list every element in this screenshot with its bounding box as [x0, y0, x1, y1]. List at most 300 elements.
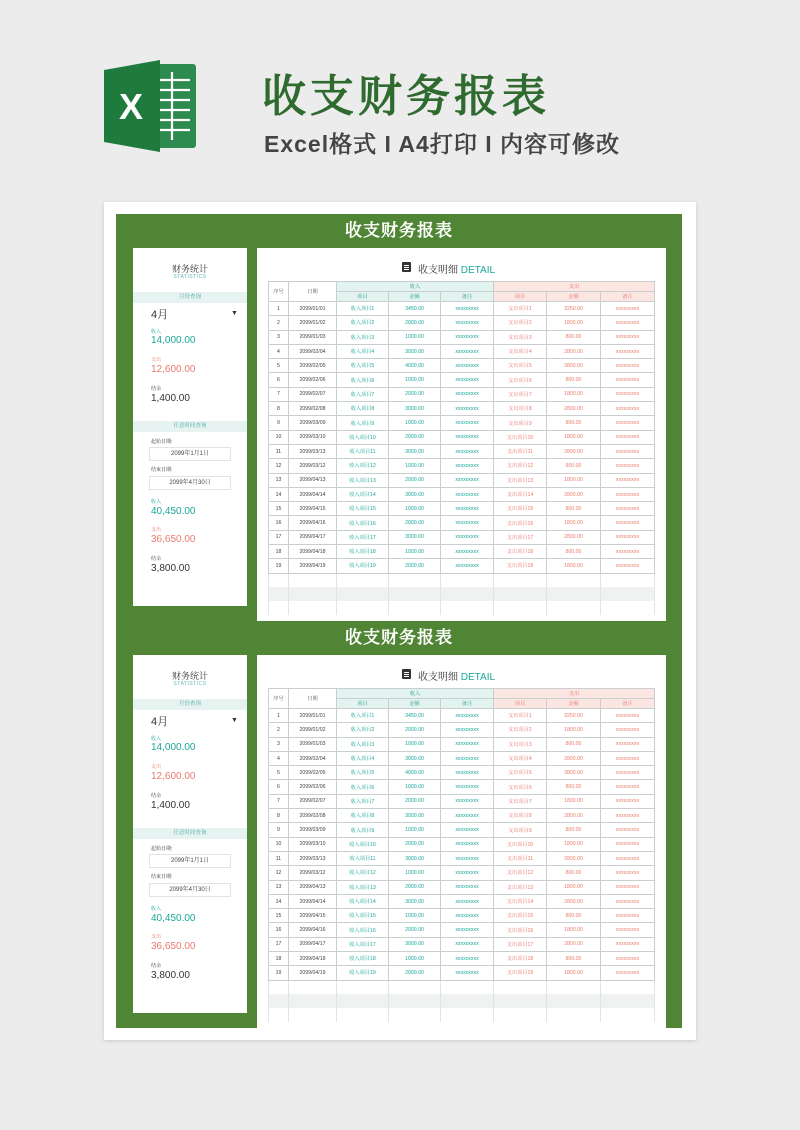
cell-expense-item[interactable]: 支出项目2 [494, 723, 547, 737]
cell-date[interactable]: 2099/04/16 [289, 516, 337, 530]
cell-expense-amount[interactable]: 3250.00 [547, 709, 601, 723]
cell-expense-note[interactable]: xxxxxxxxx [601, 530, 655, 544]
cell-income-amount[interactable]: 1000.00 [389, 330, 441, 344]
cell-expense-item[interactable]: 支出项目16 [494, 923, 547, 937]
cell-date[interactable]: 2099/04/13 [289, 880, 337, 894]
cell-no[interactable]: 6 [269, 780, 289, 794]
start-date-field[interactable]: 2099年1月1日 [149, 447, 231, 461]
cell-date[interactable]: 2099/01/03 [289, 737, 337, 751]
cell-income-note[interactable]: xxxxxxxxx [441, 794, 494, 808]
cell-income-amount[interactable]: 4000.00 [389, 359, 441, 373]
cell-income-item[interactable]: 收入项目6 [337, 780, 389, 794]
cell-income-item[interactable]: 收入项目17 [337, 937, 389, 951]
cell-no[interactable]: 12 [269, 866, 289, 880]
cell-income-note[interactable]: xxxxxxxxx [441, 809, 494, 823]
cell-expense-amount[interactable]: 3800.00 [547, 766, 601, 780]
cell-expense-item[interactable]: 支出项目9 [494, 823, 547, 837]
cell-income-item[interactable]: 收入项目18 [337, 952, 389, 966]
cell-expense-note[interactable]: xxxxxxxxx [601, 851, 655, 865]
cell-date[interactable]: 2099/04/16 [289, 923, 337, 937]
cell-income-amount[interactable]: 1000.00 [389, 780, 441, 794]
cell-expense-note[interactable]: xxxxxxxxx [601, 780, 655, 794]
cell-income-amount[interactable]: 2000.00 [389, 387, 441, 401]
cell-income-note[interactable]: xxxxxxxxx [441, 780, 494, 794]
cell-expense-item[interactable]: 支出项目19 [494, 966, 547, 980]
cell-income-note[interactable]: xxxxxxxxx [441, 966, 494, 980]
cell-expense-note[interactable]: xxxxxxxxx [601, 737, 655, 751]
cell-income-amount[interactable]: 1000.00 [389, 459, 441, 473]
cell-expense-note[interactable]: xxxxxxxxx [601, 444, 655, 458]
cell-expense-item[interactable]: 支出项目3 [494, 330, 547, 344]
cell-income-item[interactable]: 收入项目8 [337, 402, 389, 416]
cell-date[interactable]: 2099/03/09 [289, 823, 337, 837]
cell-income-item[interactable]: 收入项目12 [337, 866, 389, 880]
cell-income-amount[interactable]: 3000.00 [389, 344, 441, 358]
cell-expense-amount[interactable]: 2800.00 [547, 530, 601, 544]
cell-income-note[interactable]: xxxxxxxxx [441, 487, 494, 501]
cell-income-note[interactable]: xxxxxxxxx [441, 559, 494, 573]
cell-income-item[interactable]: 收入项目19 [337, 559, 389, 573]
cell-expense-note[interactable]: xxxxxxxxx [601, 330, 655, 344]
month-select[interactable]: 4月 [151, 716, 169, 728]
cell-date[interactable]: 2099/02/04 [289, 751, 337, 765]
cell-expense-amount[interactable]: 2800.00 [547, 809, 601, 823]
cell-no[interactable]: 11 [269, 444, 289, 458]
cell-income-note[interactable]: xxxxxxxxx [441, 937, 494, 951]
cell-income-note[interactable]: xxxxxxxxx [441, 473, 494, 487]
cell-expense-note[interactable]: xxxxxxxxx [601, 823, 655, 837]
cell-income-amount[interactable]: 3450.00 [389, 709, 441, 723]
cell-date[interactable]: 2099/01/02 [289, 723, 337, 737]
cell-income-item[interactable]: 收入项目15 [337, 909, 389, 923]
cell-expense-item[interactable]: 支出项目5 [494, 766, 547, 780]
cell-date[interactable]: 2099/02/04 [289, 344, 337, 358]
cell-income-item[interactable]: 收入项目1 [337, 302, 389, 316]
cell-income-amount[interactable]: 3000.00 [389, 937, 441, 951]
cell-income-amount[interactable]: 1000.00 [389, 373, 441, 387]
cell-income-note[interactable]: xxxxxxxxx [441, 923, 494, 937]
cell-expense-note[interactable]: xxxxxxxxx [601, 952, 655, 966]
cell-date[interactable]: 2099/03/09 [289, 416, 337, 430]
cell-income-amount[interactable]: 1000.00 [389, 909, 441, 923]
cell-income-note[interactable]: xxxxxxxxx [441, 444, 494, 458]
cell-expense-item[interactable]: 支出项目5 [494, 359, 547, 373]
cell-no[interactable]: 16 [269, 516, 289, 530]
cell-expense-item[interactable]: 支出项目17 [494, 530, 547, 544]
cell-expense-note[interactable]: xxxxxxxxx [601, 473, 655, 487]
cell-income-note[interactable]: xxxxxxxxx [441, 502, 494, 516]
cell-income-item[interactable]: 收入项目2 [337, 316, 389, 330]
cell-expense-note[interactable]: xxxxxxxxx [601, 923, 655, 937]
cell-income-note[interactable]: xxxxxxxxx [441, 952, 494, 966]
cell-date[interactable]: 2099/01/01 [289, 709, 337, 723]
cell-income-amount[interactable]: 3000.00 [389, 487, 441, 501]
cell-expense-item[interactable]: 支出项目11 [494, 851, 547, 865]
cell-date[interactable]: 2099/02/08 [289, 809, 337, 823]
cell-income-item[interactable]: 收入项目4 [337, 751, 389, 765]
cell-income-amount[interactable]: 2000.00 [389, 559, 441, 573]
cell-no[interactable]: 9 [269, 823, 289, 837]
cell-no[interactable]: 14 [269, 894, 289, 908]
cell-income-amount[interactable]: 3000.00 [389, 530, 441, 544]
cell-expense-amount[interactable]: 800.00 [547, 952, 601, 966]
cell-income-item[interactable]: 收入项目4 [337, 344, 389, 358]
cell-expense-amount[interactable]: 800.00 [547, 502, 601, 516]
cell-date[interactable]: 2099/03/12 [289, 459, 337, 473]
cell-expense-amount[interactable]: 2800.00 [547, 894, 601, 908]
cell-expense-note[interactable]: xxxxxxxxx [601, 459, 655, 473]
cell-date[interactable]: 2099/01/02 [289, 316, 337, 330]
cell-expense-item[interactable]: 支出项目17 [494, 937, 547, 951]
cell-income-item[interactable]: 收入项目13 [337, 473, 389, 487]
cell-income-amount[interactable]: 1000.00 [389, 866, 441, 880]
cell-expense-amount[interactable]: 3250.00 [547, 302, 601, 316]
cell-expense-amount[interactable]: 2800.00 [547, 402, 601, 416]
cell-income-note[interactable]: xxxxxxxxx [441, 373, 494, 387]
cell-income-amount[interactable]: 2000.00 [389, 837, 441, 851]
cell-income-note[interactable]: xxxxxxxxx [441, 430, 494, 444]
cell-income-item[interactable]: 收入项目11 [337, 851, 389, 865]
cell-no[interactable]: 18 [269, 545, 289, 559]
cell-no[interactable]: 15 [269, 909, 289, 923]
cell-expense-amount[interactable]: 800.00 [547, 545, 601, 559]
cell-date[interactable]: 2099/04/18 [289, 952, 337, 966]
cell-income-item[interactable]: 收入项目18 [337, 545, 389, 559]
cell-income-item[interactable]: 收入项目3 [337, 330, 389, 344]
cell-date[interactable]: 2099/04/19 [289, 966, 337, 980]
cell-income-item[interactable]: 收入项目7 [337, 794, 389, 808]
cell-expense-amount[interactable]: 2800.00 [547, 444, 601, 458]
cell-income-item[interactable]: 收入项目14 [337, 894, 389, 908]
cell-income-amount[interactable]: 1000.00 [389, 737, 441, 751]
cell-expense-item[interactable]: 支出项目16 [494, 516, 547, 530]
cell-income-amount[interactable]: 2000.00 [389, 880, 441, 894]
cell-expense-amount[interactable]: 800.00 [547, 909, 601, 923]
cell-income-item[interactable]: 收入项目5 [337, 359, 389, 373]
cell-income-item[interactable]: 收入项目19 [337, 966, 389, 980]
cell-expense-amount[interactable]: 2800.00 [547, 344, 601, 358]
cell-income-amount[interactable]: 2000.00 [389, 316, 441, 330]
cell-date[interactable]: 2099/02/07 [289, 387, 337, 401]
cell-expense-item[interactable]: 支出项目15 [494, 909, 547, 923]
cell-expense-amount[interactable]: 1800.00 [547, 387, 601, 401]
cell-income-note[interactable]: xxxxxxxxx [441, 344, 494, 358]
cell-income-amount[interactable]: 2000.00 [389, 723, 441, 737]
cell-expense-note[interactable]: xxxxxxxxx [601, 344, 655, 358]
cell-no[interactable]: 7 [269, 387, 289, 401]
cell-expense-amount[interactable]: 800.00 [547, 459, 601, 473]
cell-no[interactable]: 17 [269, 530, 289, 544]
cell-income-amount[interactable]: 2000.00 [389, 516, 441, 530]
cell-expense-note[interactable]: xxxxxxxxx [601, 880, 655, 894]
cell-no[interactable]: 11 [269, 851, 289, 865]
cell-expense-note[interactable]: xxxxxxxxx [601, 794, 655, 808]
cell-income-item[interactable]: 收入项目11 [337, 444, 389, 458]
cell-no[interactable]: 12 [269, 459, 289, 473]
cell-expense-amount[interactable]: 3800.00 [547, 359, 601, 373]
cell-expense-item[interactable]: 支出项目8 [494, 402, 547, 416]
cell-expense-amount[interactable]: 2800.00 [547, 751, 601, 765]
cell-expense-amount[interactable]: 800.00 [547, 823, 601, 837]
cell-expense-item[interactable]: 支出项目4 [494, 344, 547, 358]
cell-date[interactable]: 2099/02/05 [289, 766, 337, 780]
cell-income-amount[interactable]: 4000.00 [389, 766, 441, 780]
cell-expense-note[interactable]: xxxxxxxxx [601, 430, 655, 444]
cell-income-note[interactable]: xxxxxxxxx [441, 866, 494, 880]
cell-expense-note[interactable]: xxxxxxxxx [601, 766, 655, 780]
cell-income-note[interactable]: xxxxxxxxx [441, 387, 494, 401]
cell-income-amount[interactable]: 2000.00 [389, 966, 441, 980]
cell-expense-note[interactable]: xxxxxxxxx [601, 937, 655, 951]
cell-income-note[interactable]: xxxxxxxxx [441, 530, 494, 544]
cell-no[interactable]: 10 [269, 837, 289, 851]
cell-no[interactable]: 2 [269, 316, 289, 330]
cell-income-amount[interactable]: 3000.00 [389, 851, 441, 865]
cell-expense-amount[interactable]: 1800.00 [547, 430, 601, 444]
cell-expense-item[interactable]: 支出项目4 [494, 751, 547, 765]
cell-expense-note[interactable]: xxxxxxxxx [601, 837, 655, 851]
cell-no[interactable]: 16 [269, 923, 289, 937]
cell-income-amount[interactable]: 2000.00 [389, 473, 441, 487]
cell-expense-amount[interactable]: 2800.00 [547, 851, 601, 865]
cell-income-amount[interactable]: 3450.00 [389, 302, 441, 316]
cell-date[interactable]: 2099/03/13 [289, 851, 337, 865]
cell-income-amount[interactable]: 1000.00 [389, 416, 441, 430]
cell-income-note[interactable]: xxxxxxxxx [441, 894, 494, 908]
cell-expense-note[interactable]: xxxxxxxxx [601, 416, 655, 430]
cell-date[interactable]: 2099/04/19 [289, 559, 337, 573]
cell-expense-note[interactable]: xxxxxxxxx [601, 359, 655, 373]
cell-expense-note[interactable]: xxxxxxxxx [601, 316, 655, 330]
cell-no[interactable]: 18 [269, 952, 289, 966]
cell-income-amount[interactable]: 3000.00 [389, 894, 441, 908]
cell-income-item[interactable]: 收入项目13 [337, 880, 389, 894]
cell-income-amount[interactable]: 1000.00 [389, 952, 441, 966]
cell-expense-amount[interactable]: 1800.00 [547, 516, 601, 530]
cell-expense-note[interactable]: xxxxxxxxx [601, 502, 655, 516]
cell-date[interactable]: 2099/04/17 [289, 937, 337, 951]
cell-expense-note[interactable]: xxxxxxxxx [601, 373, 655, 387]
dropdown-caret-icon[interactable]: ▼ [231, 717, 238, 724]
cell-expense-item[interactable]: 支出项目1 [494, 302, 547, 316]
cell-date[interactable]: 2099/04/15 [289, 502, 337, 516]
cell-expense-note[interactable]: xxxxxxxxx [601, 966, 655, 980]
cell-no[interactable]: 3 [269, 330, 289, 344]
cell-expense-amount[interactable]: 1800.00 [547, 559, 601, 573]
cell-expense-item[interactable]: 支出项目10 [494, 837, 547, 851]
cell-no[interactable]: 8 [269, 402, 289, 416]
cell-expense-amount[interactable]: 1800.00 [547, 723, 601, 737]
cell-no[interactable]: 13 [269, 880, 289, 894]
cell-income-note[interactable]: xxxxxxxxx [441, 723, 494, 737]
cell-income-amount[interactable]: 2000.00 [389, 430, 441, 444]
cell-expense-amount[interactable]: 1800.00 [547, 316, 601, 330]
cell-expense-item[interactable]: 支出项目2 [494, 316, 547, 330]
cell-income-item[interactable]: 收入项目9 [337, 416, 389, 430]
cell-income-note[interactable]: xxxxxxxxx [441, 823, 494, 837]
cell-expense-item[interactable]: 支出项目19 [494, 559, 547, 573]
start-date-field[interactable]: 2099年1月1日 [149, 854, 231, 868]
cell-income-item[interactable]: 收入项目16 [337, 516, 389, 530]
cell-expense-item[interactable]: 支出项目3 [494, 737, 547, 751]
cell-expense-amount[interactable]: 800.00 [547, 866, 601, 880]
cell-date[interactable]: 2099/03/10 [289, 837, 337, 851]
cell-income-note[interactable]: xxxxxxxxx [441, 851, 494, 865]
cell-no[interactable]: 1 [269, 302, 289, 316]
cell-no[interactable]: 2 [269, 723, 289, 737]
cell-expense-item[interactable]: 支出项目18 [494, 545, 547, 559]
cell-date[interactable]: 2099/04/14 [289, 894, 337, 908]
cell-income-amount[interactable]: 3000.00 [389, 809, 441, 823]
cell-date[interactable]: 2099/04/15 [289, 909, 337, 923]
cell-no[interactable]: 9 [269, 416, 289, 430]
cell-income-item[interactable]: 收入项目9 [337, 823, 389, 837]
cell-no[interactable]: 19 [269, 966, 289, 980]
cell-income-item[interactable]: 收入项目6 [337, 373, 389, 387]
cell-income-note[interactable]: xxxxxxxxx [441, 837, 494, 851]
cell-income-item[interactable]: 收入项目5 [337, 766, 389, 780]
cell-expense-note[interactable]: xxxxxxxxx [601, 866, 655, 880]
cell-expense-item[interactable]: 支出项目6 [494, 780, 547, 794]
cell-no[interactable]: 17 [269, 937, 289, 951]
cell-expense-item[interactable]: 支出项目14 [494, 894, 547, 908]
cell-expense-amount[interactable]: 800.00 [547, 737, 601, 751]
cell-income-amount[interactable]: 3000.00 [389, 444, 441, 458]
cell-expense-item[interactable]: 支出项目10 [494, 430, 547, 444]
cell-expense-note[interactable]: xxxxxxxxx [601, 894, 655, 908]
cell-date[interactable]: 2099/03/10 [289, 430, 337, 444]
cell-expense-item[interactable]: 支出项目15 [494, 502, 547, 516]
cell-income-item[interactable]: 收入项目15 [337, 502, 389, 516]
cell-expense-amount[interactable]: 1800.00 [547, 923, 601, 937]
cell-income-amount[interactable]: 1000.00 [389, 502, 441, 516]
cell-no[interactable]: 6 [269, 373, 289, 387]
cell-expense-item[interactable]: 支出项目8 [494, 809, 547, 823]
month-select[interactable]: 4月 [151, 309, 169, 321]
cell-income-note[interactable]: xxxxxxxxx [441, 416, 494, 430]
cell-expense-amount[interactable]: 800.00 [547, 780, 601, 794]
cell-no[interactable]: 3 [269, 737, 289, 751]
dropdown-caret-icon[interactable]: ▼ [231, 310, 238, 317]
cell-no[interactable]: 4 [269, 751, 289, 765]
cell-expense-item[interactable]: 支出项目13 [494, 473, 547, 487]
cell-income-note[interactable]: xxxxxxxxx [441, 359, 494, 373]
cell-expense-item[interactable]: 支出项目18 [494, 952, 547, 966]
cell-expense-note[interactable]: xxxxxxxxx [601, 402, 655, 416]
cell-expense-item[interactable]: 支出项目11 [494, 444, 547, 458]
cell-expense-note[interactable]: xxxxxxxxx [601, 559, 655, 573]
cell-expense-note[interactable]: xxxxxxxxx [601, 751, 655, 765]
cell-income-item[interactable]: 收入项目10 [337, 837, 389, 851]
cell-income-note[interactable]: xxxxxxxxx [441, 316, 494, 330]
cell-date[interactable]: 2099/01/03 [289, 330, 337, 344]
cell-income-note[interactable]: xxxxxxxxx [441, 302, 494, 316]
cell-income-note[interactable]: xxxxxxxxx [441, 880, 494, 894]
cell-income-amount[interactable]: 1000.00 [389, 545, 441, 559]
cell-income-amount[interactable]: 3000.00 [389, 751, 441, 765]
cell-income-note[interactable]: xxxxxxxxx [441, 709, 494, 723]
cell-expense-note[interactable]: xxxxxxxxx [601, 302, 655, 316]
cell-income-note[interactable]: xxxxxxxxx [441, 516, 494, 530]
cell-no[interactable]: 7 [269, 794, 289, 808]
cell-no[interactable]: 19 [269, 559, 289, 573]
cell-expense-note[interactable]: xxxxxxxxx [601, 909, 655, 923]
cell-expense-note[interactable]: xxxxxxxxx [601, 709, 655, 723]
cell-expense-note[interactable]: xxxxxxxxx [601, 487, 655, 501]
cell-date[interactable]: 2099/02/06 [289, 373, 337, 387]
cell-income-note[interactable]: xxxxxxxxx [441, 766, 494, 780]
cell-no[interactable]: 13 [269, 473, 289, 487]
cell-income-item[interactable]: 收入项目8 [337, 809, 389, 823]
cell-no[interactable]: 4 [269, 344, 289, 358]
cell-income-note[interactable]: xxxxxxxxx [441, 737, 494, 751]
cell-expense-note[interactable]: xxxxxxxxx [601, 387, 655, 401]
cell-date[interactable]: 2099/02/06 [289, 780, 337, 794]
cell-income-item[interactable]: 收入项目2 [337, 723, 389, 737]
cell-expense-note[interactable]: xxxxxxxxx [601, 723, 655, 737]
cell-expense-item[interactable]: 支出项目12 [494, 459, 547, 473]
cell-income-note[interactable]: xxxxxxxxx [441, 909, 494, 923]
cell-income-note[interactable]: xxxxxxxxx [441, 459, 494, 473]
cell-date[interactable]: 2099/02/07 [289, 794, 337, 808]
cell-expense-amount[interactable]: 1800.00 [547, 880, 601, 894]
cell-expense-note[interactable]: xxxxxxxxx [601, 516, 655, 530]
cell-income-amount[interactable]: 2000.00 [389, 794, 441, 808]
cell-date[interactable]: 2099/01/01 [289, 302, 337, 316]
cell-date[interactable]: 2099/04/13 [289, 473, 337, 487]
cell-expense-item[interactable]: 支出项目6 [494, 373, 547, 387]
cell-expense-item[interactable]: 支出项目9 [494, 416, 547, 430]
cell-expense-item[interactable]: 支出项目14 [494, 487, 547, 501]
cell-expense-amount[interactable]: 1800.00 [547, 837, 601, 851]
cell-expense-amount[interactable]: 1800.00 [547, 794, 601, 808]
cell-expense-item[interactable]: 支出项目1 [494, 709, 547, 723]
cell-expense-amount[interactable]: 800.00 [547, 373, 601, 387]
cell-expense-note[interactable]: xxxxxxxxx [601, 545, 655, 559]
cell-date[interactable]: 2099/02/08 [289, 402, 337, 416]
cell-income-item[interactable]: 收入项目7 [337, 387, 389, 401]
cell-no[interactable]: 5 [269, 359, 289, 373]
cell-income-item[interactable]: 收入项目17 [337, 530, 389, 544]
cell-expense-item[interactable]: 支出项目13 [494, 880, 547, 894]
cell-income-item[interactable]: 收入项目16 [337, 923, 389, 937]
cell-expense-item[interactable]: 支出项目7 [494, 387, 547, 401]
cell-no[interactable]: 10 [269, 430, 289, 444]
cell-no[interactable]: 1 [269, 709, 289, 723]
cell-date[interactable]: 2099/04/18 [289, 545, 337, 559]
cell-income-amount[interactable]: 3000.00 [389, 402, 441, 416]
cell-income-item[interactable]: 收入项目12 [337, 459, 389, 473]
cell-expense-amount[interactable]: 2800.00 [547, 487, 601, 501]
cell-income-amount[interactable]: 1000.00 [389, 823, 441, 837]
cell-expense-amount[interactable]: 1800.00 [547, 473, 601, 487]
cell-expense-item[interactable]: 支出项目12 [494, 866, 547, 880]
cell-expense-item[interactable]: 支出项目7 [494, 794, 547, 808]
cell-date[interactable]: 2099/04/17 [289, 530, 337, 544]
cell-date[interactable]: 2099/03/12 [289, 866, 337, 880]
cell-expense-amount[interactable]: 2800.00 [547, 937, 601, 951]
cell-income-amount[interactable]: 2000.00 [389, 923, 441, 937]
cell-income-note[interactable]: xxxxxxxxx [441, 545, 494, 559]
cell-income-note[interactable]: xxxxxxxxx [441, 330, 494, 344]
cell-no[interactable]: 15 [269, 502, 289, 516]
cell-no[interactable]: 14 [269, 487, 289, 501]
cell-expense-note[interactable]: xxxxxxxxx [601, 809, 655, 823]
cell-expense-amount[interactable]: 1800.00 [547, 966, 601, 980]
cell-income-item[interactable]: 收入项目3 [337, 737, 389, 751]
cell-income-note[interactable]: xxxxxxxxx [441, 402, 494, 416]
cell-expense-amount[interactable]: 800.00 [547, 330, 601, 344]
